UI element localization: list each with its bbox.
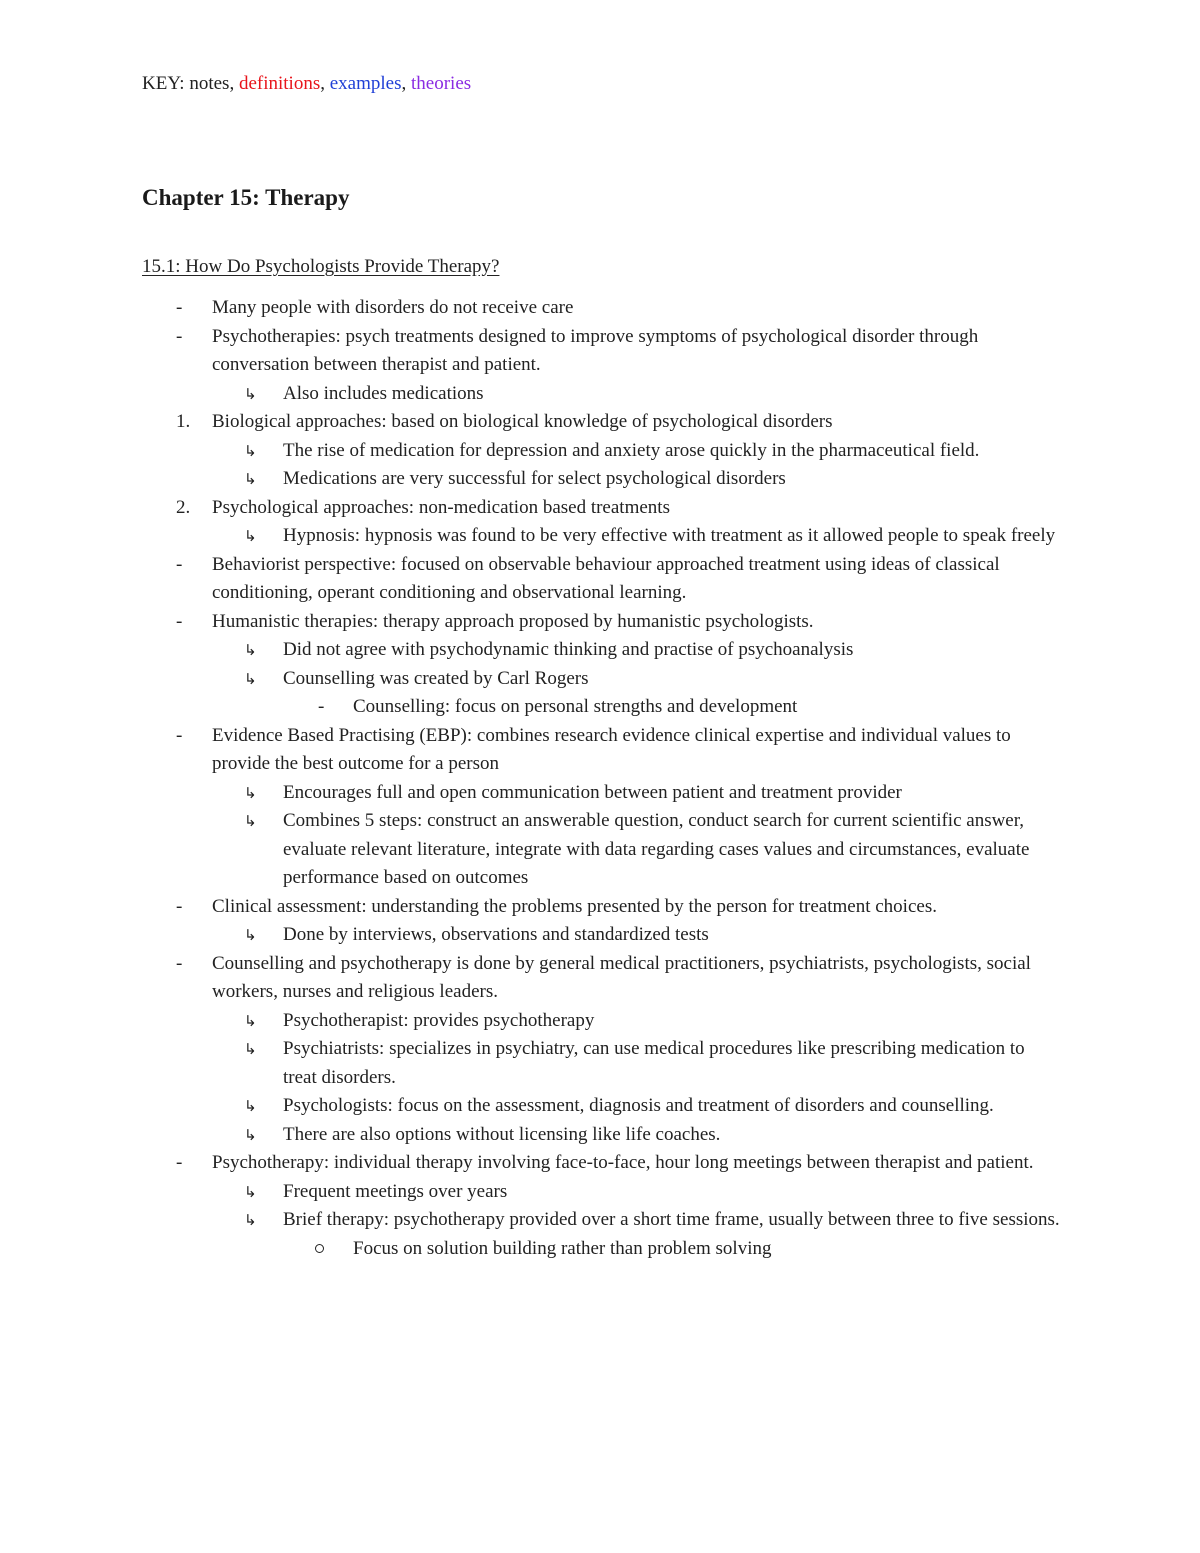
- outline-item-text: Psychological approaches: non-medication based treatments: [212, 496, 670, 518]
- outline-item: [0, 323, 1200, 380]
- key-separator: ,: [320, 73, 325, 94]
- outline-item-text: Psychologists: focus on the assessment, diagnosis and treatment of disorders and counselling.: [283, 1095, 994, 1116]
- outline-item: [0, 779, 1200, 808]
- return-arrow-bullet-icon: ↳: [244, 1011, 257, 1030]
- outline-item-text: Behaviorist perspective: focused on observable behaviour approached treatment using ideas of classical conditioning, operant conditioning and observational learning.: [212, 553, 1000, 603]
- return-arrow-bullet-icon: ↳: [244, 926, 257, 944]
- outline-item-text: Psychotherapist: provides psychotherapy: [283, 1009, 595, 1031]
- outline-item-text: Psychotherapies: psych treatments designed to improve symptoms of psychological disorder through conversation between therapist and patient.: [212, 325, 979, 375]
- outline-item-text: The rise of medication for depression and anxiety arose quickly in the pharmaceutical field.: [283, 439, 980, 461]
- list-marker: -: [176, 1152, 183, 1173]
- color-key-legend: [142, 70, 471, 98]
- outline-item: [0, 636, 1200, 665]
- outline-item-text: Frequent meetings over years: [283, 1180, 508, 1202]
- return-arrow-bullet-icon: ↳: [244, 641, 257, 659]
- outline-item-text: Many people with disorders do not receive care: [212, 297, 574, 318]
- outline-item-text: Humanistic therapies: therapy approach proposed by humanistic psychologists.: [212, 610, 814, 632]
- notes-outline: [0, 294, 1200, 1263]
- return-arrow-bullet-icon: ↳: [244, 1211, 257, 1229]
- section-heading: 15.1: How Do Psychologists Provide Therapy?: [142, 256, 500, 277]
- outline-item: [0, 1178, 1200, 1207]
- outline-item-text: Combines 5 steps: construct an answerable question, conduct search for current scientific answer, evaluate relevant literature, integrate with data regarding cases values and circumstances, evaluate performance based on outcomes: [283, 810, 1030, 888]
- outline-item: [0, 1149, 1200, 1178]
- outline-item-text: Counselling: focus on personal strengths and development: [353, 696, 798, 717]
- outline-item-text: Hypnosis: hypnosis was found to be very effective with treatment as it allowed people to speak freely: [283, 525, 1056, 546]
- key-examples-label: examples: [329, 73, 402, 94]
- key-prefix: KEY: notes,: [142, 73, 235, 94]
- outline-item-text: Evidence Based Practising (EBP): combines research evidence clinical expertise and individual values to provide the best outcome for a person: [212, 724, 1011, 774]
- outline-item: [0, 1235, 1200, 1264]
- outline-item-text: Biological approaches: based on biological knowledge of psychological disorders: [212, 411, 833, 432]
- outline-item: [0, 1035, 1200, 1092]
- list-marker: -: [176, 952, 183, 974]
- outline-item: [0, 665, 1200, 694]
- return-arrow-bullet-icon: ↳: [244, 1040, 257, 1058]
- list-marker: -: [176, 724, 183, 746]
- chapter-title: Chapter 15: Therapy: [142, 185, 350, 210]
- return-arrow-bullet-icon: ↳: [244, 812, 257, 830]
- outline-item: [0, 465, 1200, 494]
- return-arrow-bullet-icon: ↳: [244, 1125, 257, 1144]
- outline-item: [0, 807, 1200, 893]
- return-arrow-bullet-icon: ↳: [244, 527, 257, 545]
- return-arrow-bullet-icon: ↳: [244, 669, 257, 688]
- list-marker: -: [176, 297, 183, 318]
- list-marker: -: [176, 895, 183, 917]
- return-arrow-bullet-icon: ↳: [244, 1182, 257, 1201]
- hollow-circle-bullet-icon: [315, 1244, 324, 1253]
- outline-item: [0, 437, 1200, 466]
- outline-item-text: Done by interviews, observations and standardized tests: [283, 924, 709, 945]
- outline-item: [0, 950, 1200, 1007]
- return-arrow-bullet-icon: ↳: [244, 384, 257, 403]
- return-arrow-bullet-icon: ↳: [244, 1097, 257, 1115]
- outline-item-text: Did not agree with psychodynamic thinking and practise of psychoanalysis: [283, 639, 854, 660]
- outline-item: [0, 1007, 1200, 1036]
- outline-item: [0, 380, 1200, 409]
- list-marker: 1.: [176, 411, 191, 432]
- return-arrow-bullet-icon: ↳: [244, 441, 257, 460]
- outline-item-text: Also includes medications: [283, 382, 484, 404]
- outline-item: [0, 522, 1200, 551]
- outline-item: [0, 693, 1200, 722]
- outline-item: [0, 494, 1200, 523]
- return-arrow-bullet-icon: ↳: [244, 470, 257, 488]
- outline-item-text: There are also options without licensing like life coaches.: [283, 1123, 721, 1145]
- outline-item: [0, 722, 1200, 779]
- outline-item: [0, 893, 1200, 922]
- outline-item-text: Focus on solution building rather than problem solving: [353, 1237, 772, 1259]
- return-arrow-bullet-icon: ↳: [244, 783, 257, 802]
- key-definitions-label: definitions: [238, 73, 321, 94]
- outline-item: [0, 1206, 1200, 1235]
- outline-item: [0, 551, 1200, 608]
- outline-item: [0, 294, 1200, 323]
- outline-item-text: Psychotherapy: individual therapy involving face-to-face, hour long meetings between therapist and patient.: [212, 1152, 1034, 1173]
- outline-item: [0, 1092, 1200, 1121]
- outline-item-text: Psychiatrists: specializes in psychiatry, can use medical procedures like prescribing medication to treat disorders.: [283, 1038, 1025, 1088]
- outline-item-text: Medications are very successful for select psychological disorders: [283, 468, 786, 489]
- list-marker: -: [176, 553, 183, 575]
- outline-item: [0, 608, 1200, 637]
- outline-item-text: Brief therapy: psychotherapy provided over a short time frame, usually between three to five sessions.: [283, 1209, 1060, 1230]
- list-marker: 2.: [176, 496, 191, 518]
- list-marker: -: [176, 325, 183, 347]
- outline-item-text: Counselling and psychotherapy is done by general medical practitioners, psychiatrists, psychologists, social workers, nurses and religious leaders.: [212, 952, 1031, 1002]
- outline-item-text: Encourages full and open communication between patient and treatment provider: [283, 781, 902, 803]
- outline-item: [0, 1121, 1200, 1150]
- outline-item: [0, 921, 1200, 950]
- key-theories-label: theories: [411, 73, 472, 94]
- outline-item-text: Clinical assessment: understanding the problems presented by the person for treatment choices.: [212, 895, 937, 917]
- list-marker: -: [176, 610, 183, 632]
- key-separator: ,: [401, 73, 407, 94]
- outline-item: [0, 408, 1200, 437]
- list-marker: -: [318, 696, 325, 717]
- outline-item-text: Counselling was created by Carl Rogers: [283, 667, 589, 689]
